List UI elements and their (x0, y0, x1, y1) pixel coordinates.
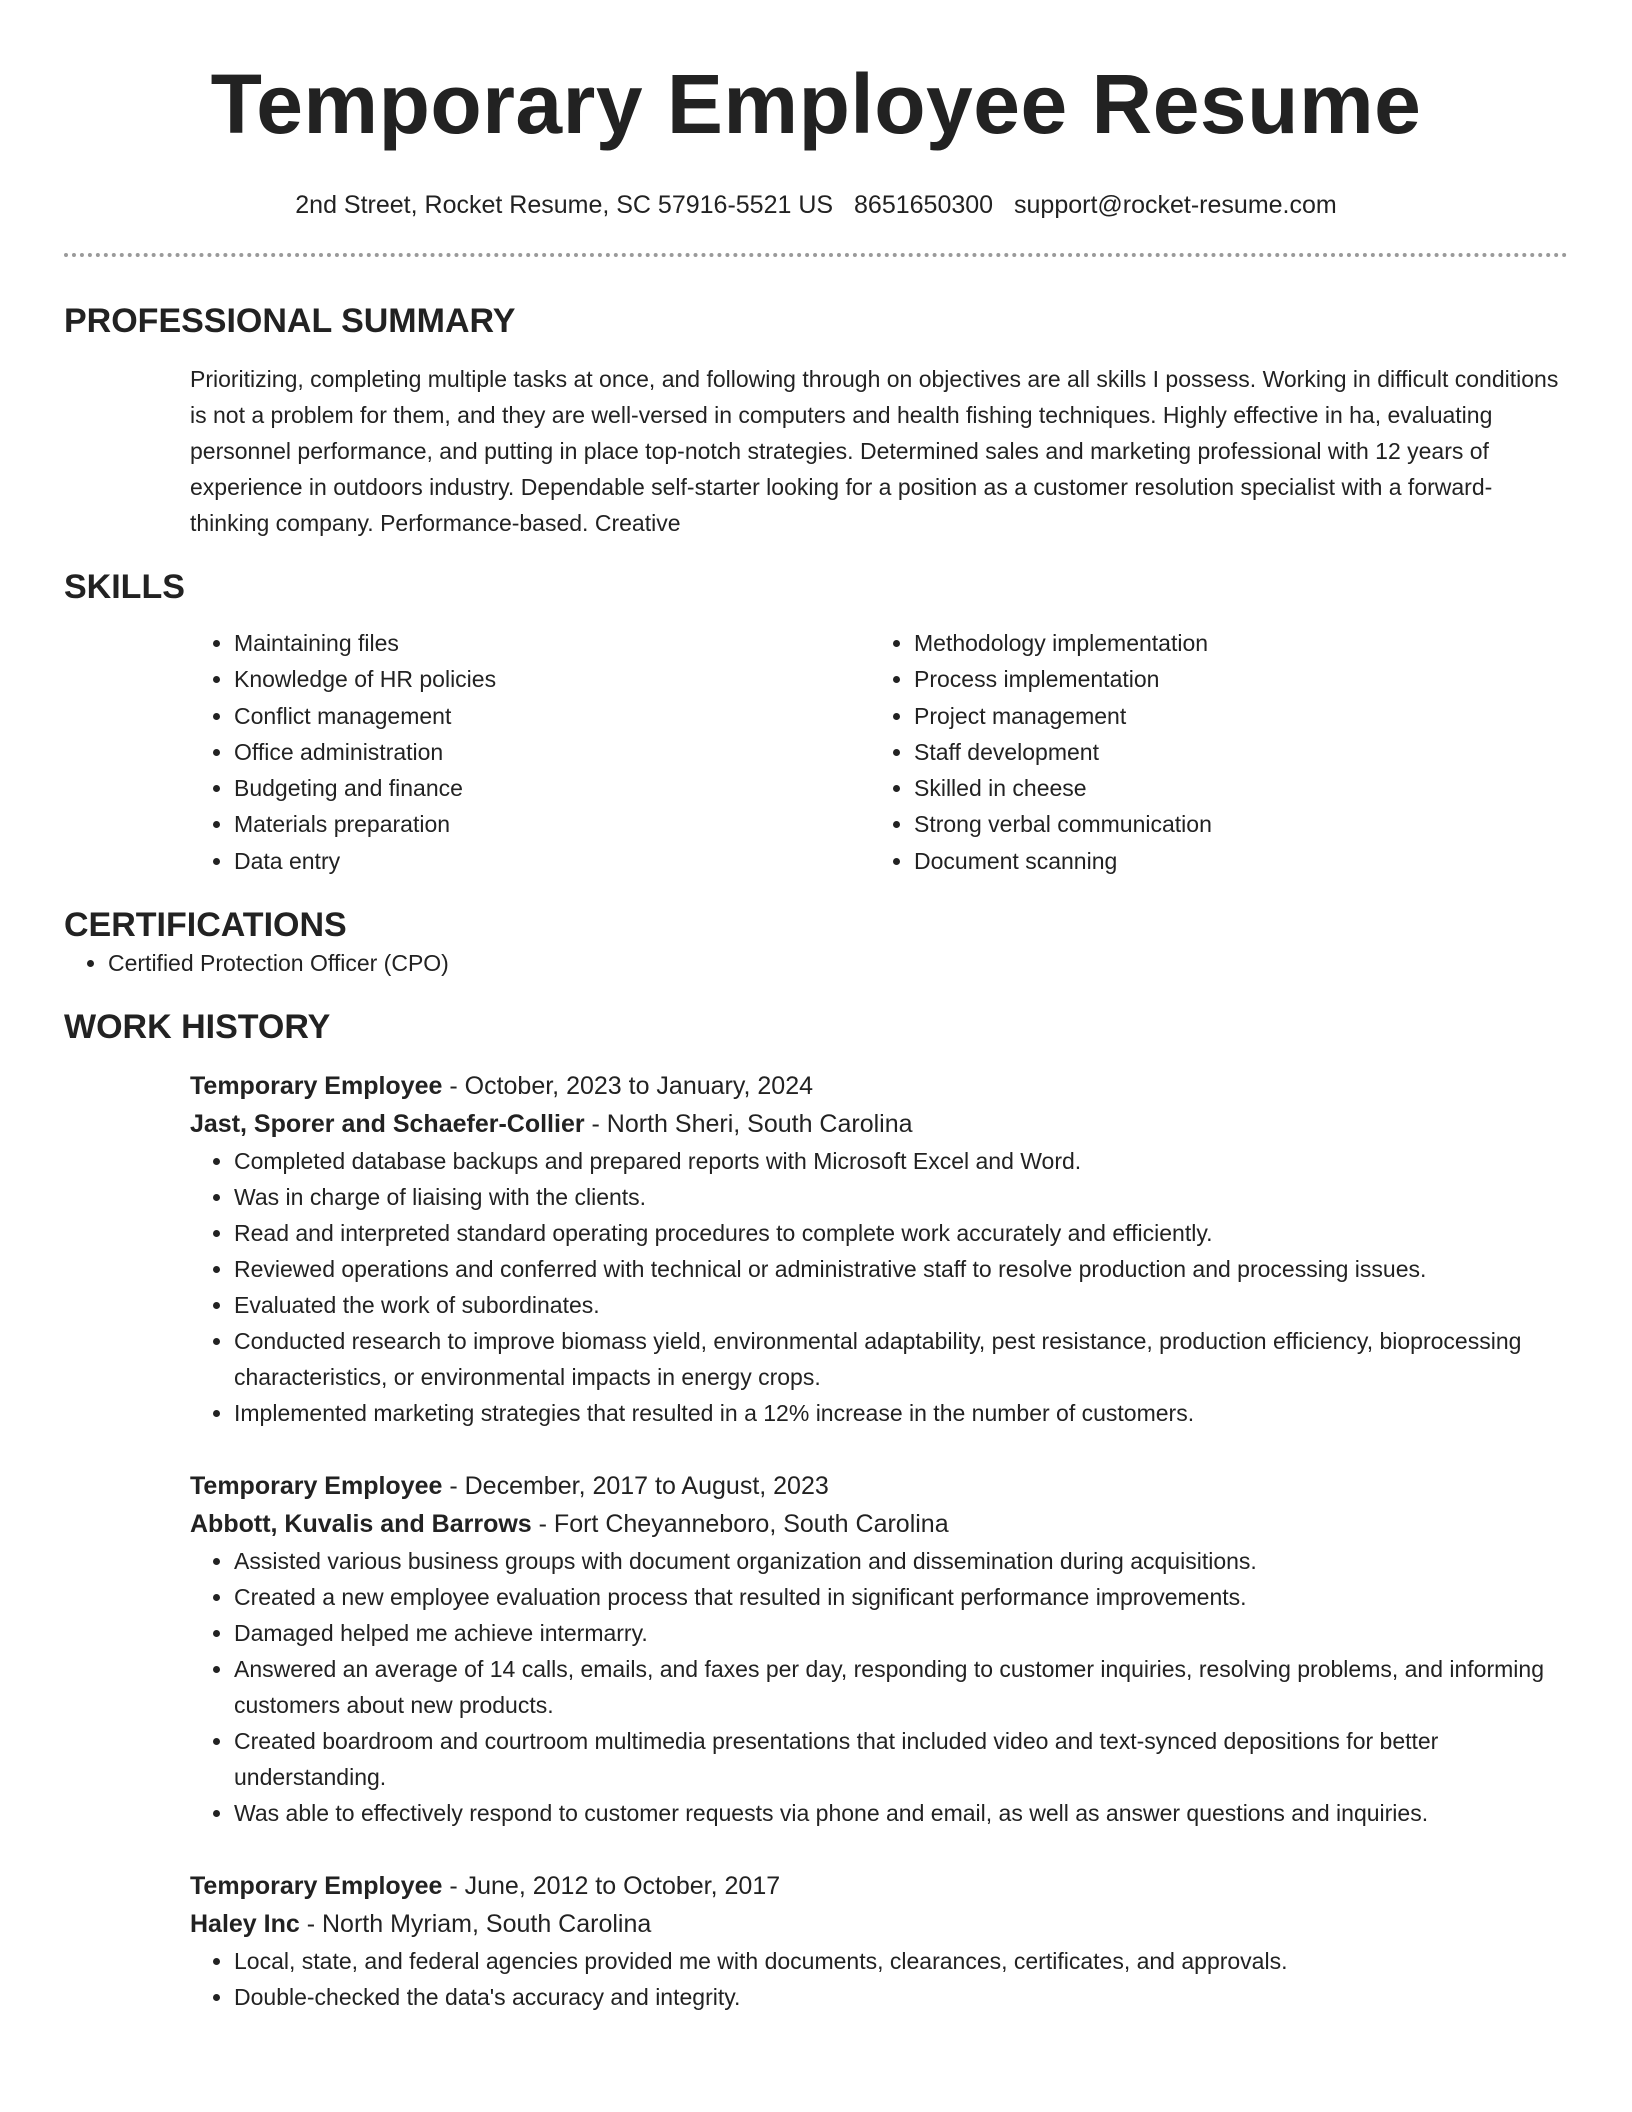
job-entry (190, 1867, 1568, 2015)
certification-item: • Certified Protection Officer (CPO) (108, 945, 1568, 981)
skills-section (64, 567, 1568, 879)
job-title: Temporary Employee (190, 1072, 443, 1101)
contact-address: 2nd Street, Rocket Resume, SC 57916-5521 US (295, 191, 834, 219)
job-company: Abbott, Kuvalis and Barrows (190, 1510, 532, 1539)
job-dates: - December, 2017 to August, 2023 (442, 1472, 829, 1501)
work-history-heading: WORK HISTORY (64, 1008, 331, 1047)
skill-item: • Knowledge of HR policies (234, 661, 870, 697)
job-location: - North Myriam, South Carolina (299, 1910, 652, 1939)
resume-title: Temporary Employee Resume (210, 57, 1422, 151)
contact-info (64, 190, 1568, 220)
skill-item: • Methodology implementation (914, 625, 1550, 661)
skill-item: • Office administration (234, 734, 870, 770)
job-duty: • Created a new employee evaluation process that resulted in significant performance improvements. (234, 1579, 1568, 1615)
certifications-list (64, 945, 1568, 981)
job-company: Haley Inc (190, 1910, 300, 1939)
summary-heading: PROFESSIONAL SUMMARY (64, 302, 516, 340)
header-divider (64, 253, 1568, 257)
contact-phone: 8651650300 (854, 191, 994, 219)
job-duty: • Created boardroom and courtroom multimedia presentations that included video and text-synced depositions for better understanding. (234, 1723, 1568, 1795)
job-location: - Fort Cheyanneboro, South Carolina (531, 1510, 949, 1539)
skill-item: • Maintaining files (234, 625, 870, 661)
job-title: Temporary Employee (190, 1872, 443, 1901)
job-duty: • Read and interpreted standard operating procedures to complete work accurately and efficiently. (234, 1215, 1568, 1251)
job-duty: • Was in charge of liaising with the clients. (234, 1179, 1568, 1215)
skill-item: • Data entry (234, 843, 870, 879)
job-duty: • Completed database backups and prepared reports with Microsoft Excel and Word. (234, 1143, 1568, 1179)
skill-item: • Staff development (914, 734, 1550, 770)
skill-item: • Skilled in cheese (914, 770, 1550, 806)
summary-section (64, 301, 1568, 541)
certifications-heading: CERTIFICATIONS (64, 906, 347, 945)
job-company-line (190, 1105, 1568, 1143)
job-dates: - October, 2023 to January, 2024 (442, 1072, 814, 1101)
skills-heading: SKILLS (64, 568, 185, 606)
job-duty: • Conducted research to improve biomass yield, environmental adaptability, pest resistance, production efficiency, bioprocessing characteristics, or environmental impacts in energy crops. (234, 1323, 1568, 1395)
contact-email: support@rocket-resume.com (1014, 191, 1337, 219)
job-duties-list (190, 1943, 1568, 2015)
job-entry (190, 1067, 1568, 1431)
job-location: - North Sheri, South Carolina (584, 1110, 913, 1139)
skill-item: • Document scanning (914, 843, 1550, 879)
job-duty: • Evaluated the work of subordinates. (234, 1287, 1568, 1323)
skill-item: • Project management (914, 698, 1550, 734)
job-duty: • Answered an average of 14 calls, emails, and faxes per day, responding to customer inquiries, resolving problems, and informing customers about new products. (234, 1651, 1568, 1723)
skills-grid (190, 625, 1568, 879)
summary-text: Prioritizing, completing multiple tasks at once, and following through on objectives are all skills I possess. Working in difficult conditions is not a problem for them, and they are well-versed in computers and health fishing techniques. Highly effective in ha, evaluating personnel performance, and putting in place top-notch strategies. Determined sales and marketing professional with 12 years of experience in outdoors industry. Dependable self-starter looking for a position as a customer resolution specialist with a forward-thinking company. Performance-based. Creative (190, 366, 1559, 536)
skill-item: • Process implementation (914, 661, 1550, 697)
skill-item: • Strong verbal communication (914, 806, 1550, 842)
job-title-line (190, 1867, 1568, 1905)
job-dates: - June, 2012 to October, 2017 (442, 1872, 781, 1901)
job-duty: • Damaged helped me achieve intermarry. (234, 1615, 1568, 1651)
job-title-line (190, 1467, 1568, 1505)
certifications-section (64, 905, 1568, 981)
skills-list-left (190, 625, 870, 879)
job-duty: • Local, state, and federal agencies provided me with documents, clearances, certificates, and approvals. (234, 1943, 1568, 1979)
job-duty: • Reviewed operations and conferred with technical or administrative staff to resolve production and processing issues. (234, 1251, 1568, 1287)
job-company: Jast, Sporer and Schaefer-Collier (190, 1110, 585, 1139)
skills-list-right (870, 625, 1550, 879)
job-title-line (190, 1067, 1568, 1105)
job-title: Temporary Employee (190, 1472, 443, 1501)
skill-item: • Budgeting and finance (234, 770, 870, 806)
job-duty: • Assisted various business groups with document organization and dissemination during acquisitions. (234, 1543, 1568, 1579)
job-duty: • Implemented marketing strategies that resulted in a 12% increase in the number of customers. (234, 1395, 1568, 1431)
job-entry (190, 1467, 1568, 1831)
job-duties-list (190, 1543, 1568, 1831)
job-company-line (190, 1505, 1568, 1543)
skill-item: • Conflict management (234, 698, 870, 734)
job-duties-list (190, 1143, 1568, 1431)
job-company-line (190, 1905, 1568, 1943)
skill-item: • Materials preparation (234, 806, 870, 842)
work-history-section (64, 1007, 1568, 2015)
job-duty: • Double-checked the data's accuracy and integrity. (234, 1979, 1568, 2015)
job-duty: • Was able to effectively respond to customer requests via phone and email, as well as answer questions and inquiries. (234, 1795, 1568, 1831)
